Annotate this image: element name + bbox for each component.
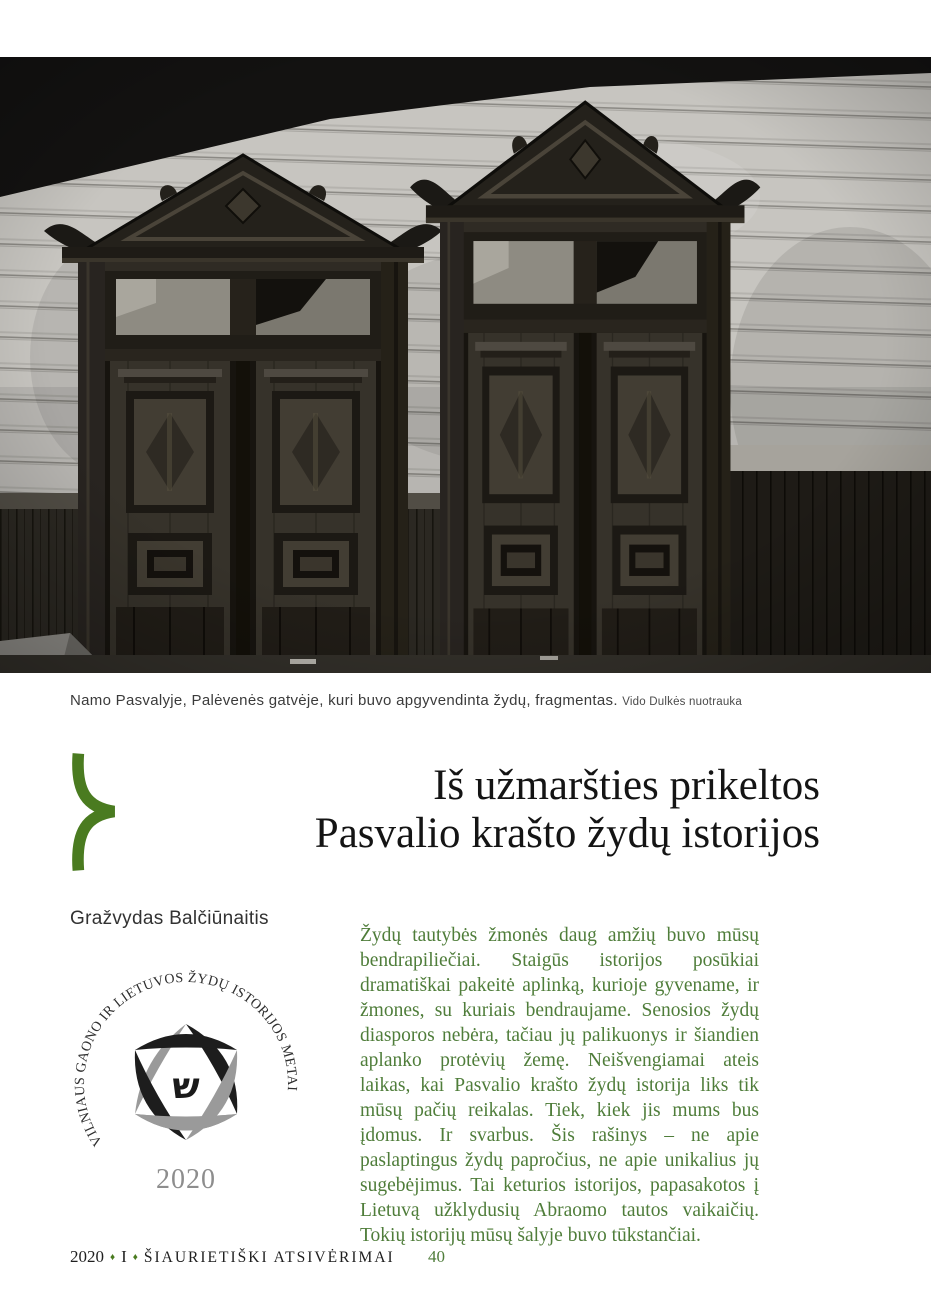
article-body: Žydų tautybės žmonės daug amžių buvo mūsų bendrapiliečiai. Staigūs istorijos posūkiai dramatiškai pakeitė aplinką, kurioje gyvename, ir žmones, su kuriais bendraujame. Senosios žydų diasporos nebėra, tačiau jų palikuonys ir šiandien aplanko protėvių žemę. Neišvengiamai ateis laikas, kai Pasvalio krašto žydų istorija liks tik mūsų pačių reikalas. Tiek, kiek jis mums bus įdomus. Ir svarbus. Šis rašinys – ne apie paslaptingus žydų papročius, ne apie unikalius jų sugebėjimus. Tai keturios istorijos, papasakotos į Lietuvą užklydusių Abraomo tautos vaikaičių. Tokių istorijų mūsų šalyje buvo tūkstančiai.	[360, 924, 759, 1246]
footer-journal-title: ŠIAURIETIŠKI ATSIVĖRIMAI	[143, 1249, 395, 1266]
page-number: 40	[428, 1247, 445, 1266]
chevron-ornament-icon	[60, 750, 118, 874]
diamond-separator-icon: ♦	[110, 1252, 116, 1263]
article-title-line2: Pasvalio krašto žydų istorijos	[314, 810, 820, 857]
doors-photo	[0, 57, 931, 673]
footer-issue: I	[121, 1247, 127, 1266]
doors-photo-illustration	[0, 57, 931, 673]
shin-glyph: ש	[172, 1066, 200, 1107]
vilnius-gaon-2020-logo	[64, 966, 314, 1216]
logo-year: 2020	[156, 1164, 216, 1195]
logo-ring-text: VILNIAUS GAONO IR LIETUVOS ŽYDŲ ISTORIJOS METAI	[72, 970, 300, 1149]
photo-credit: Vido Dulkės nuotrauka	[622, 696, 742, 708]
photo-caption	[70, 692, 890, 709]
footer-year: 2020	[70, 1247, 104, 1266]
article-title-line1: Iš užmaršties prikeltos	[433, 762, 820, 809]
author-name: Gražvydas Balčiūnaitis	[70, 908, 269, 929]
footer	[70, 1247, 395, 1267]
photo-caption-text: Namo Pasvalyje, Palėvenės gatvėje, kuri buvo apgyvendinta žydų, fragmentas.	[70, 692, 618, 709]
diamond-separator-icon: ♦	[132, 1252, 138, 1263]
article-title	[315, 762, 820, 858]
